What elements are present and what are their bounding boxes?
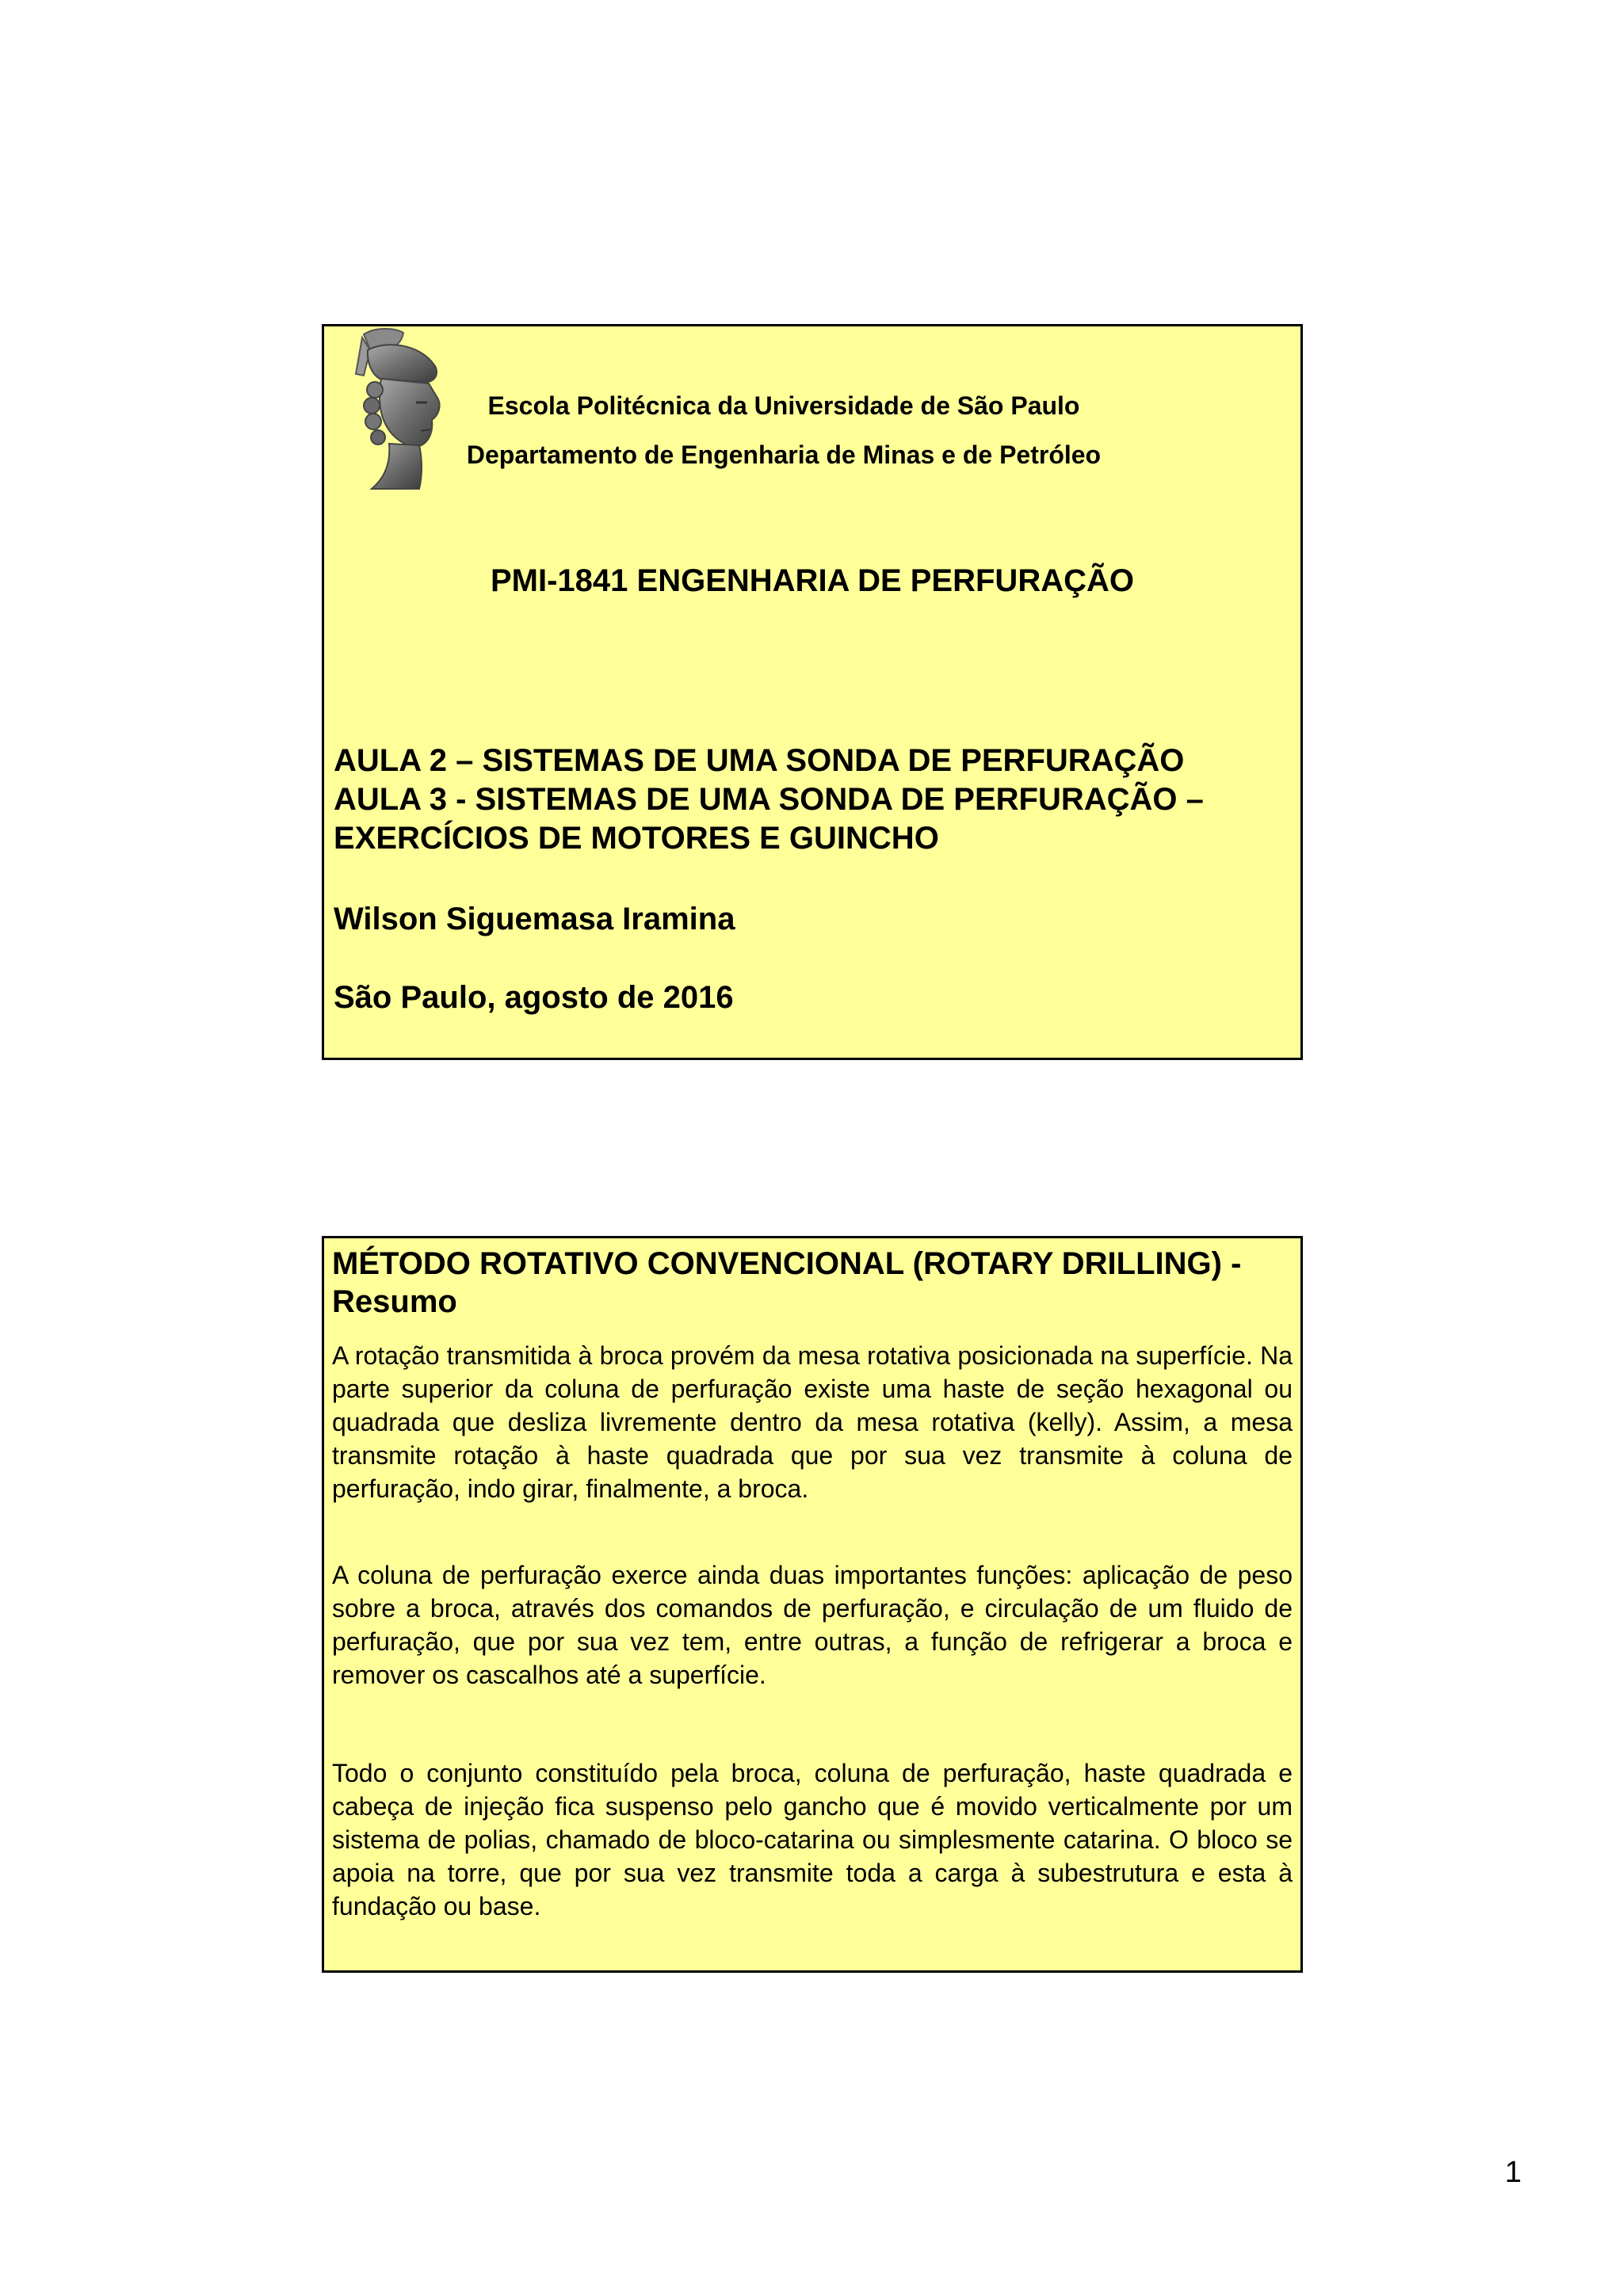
institution-name: Escola Politécnica da Universidade de São Paulo bbox=[487, 391, 1080, 420]
page-number: 1 bbox=[1504, 2156, 1522, 2189]
paragraph: A rotação transmitida à broca provém da mesa rotativa posicionada na superfície. Na parte superior da coluna de perfuração existe uma haste de seção hexagonal ou quadrada que desliza livremente dentro da mesa rotativa (kelly). Assim, a mesa transmite rotação à haste quadrada que por sua vez transmite à coluna de perfuração, indo girar, finalmente, a broca. bbox=[332, 1341, 1293, 1503]
title-slide bbox=[322, 324, 1303, 1060]
author-name: Wilson Siguemasa Iramina bbox=[334, 902, 735, 936]
department-name: Departamento de Engenharia de Minas e de Petróleo bbox=[466, 441, 1102, 469]
lecture-topic-line: EXERCÍCIOS DE MOTORES E GUINCHO bbox=[334, 821, 939, 856]
lecture-topic-line: AULA 3 - SISTEMAS DE UMA SONDA DE PERFURAÇÃO – bbox=[334, 782, 1204, 817]
paragraph: A coluna de perfuração exerce ainda duas importantes funções: aplicação de peso sobre a broca, através dos comandos de perfuração, e circulação de um fluido de perfuração, que por sua vez tem, entre outras, a função de refrigerar a broca e remover os cascalhos até a superfície. bbox=[332, 1561, 1293, 1689]
slide-title: MÉTODO ROTATIVO CONVENCIONAL (ROTARY DRILLING) - Resumo bbox=[332, 1246, 1242, 1319]
place-date: São Paulo, agosto de 2016 bbox=[334, 980, 734, 1015]
bronze-head-statue-icon bbox=[340, 326, 449, 493]
course-title: PMI-1841 ENGENHARIA DE PERFURAÇÃO bbox=[491, 563, 1134, 598]
lecture-topic-line: AULA 2 – SISTEMAS DE UMA SONDA DE PERFURAÇÃO bbox=[334, 743, 1185, 778]
content-slide bbox=[322, 1236, 1303, 1973]
paragraph: Todo o conjunto constituído pela broca, coluna de perfuração, haste quadrada e cabeça de injeção fica suspenso pelo gancho que é movido verticalmente por um sistema de polias, chamado de bloco-catarina ou simplesmente catarina. O bloco se apoia na torre, que por sua vez transmite toda a carga à subestrutura e esta à fundação ou base. bbox=[332, 1759, 1293, 1920]
lecture-topics bbox=[334, 742, 1204, 858]
